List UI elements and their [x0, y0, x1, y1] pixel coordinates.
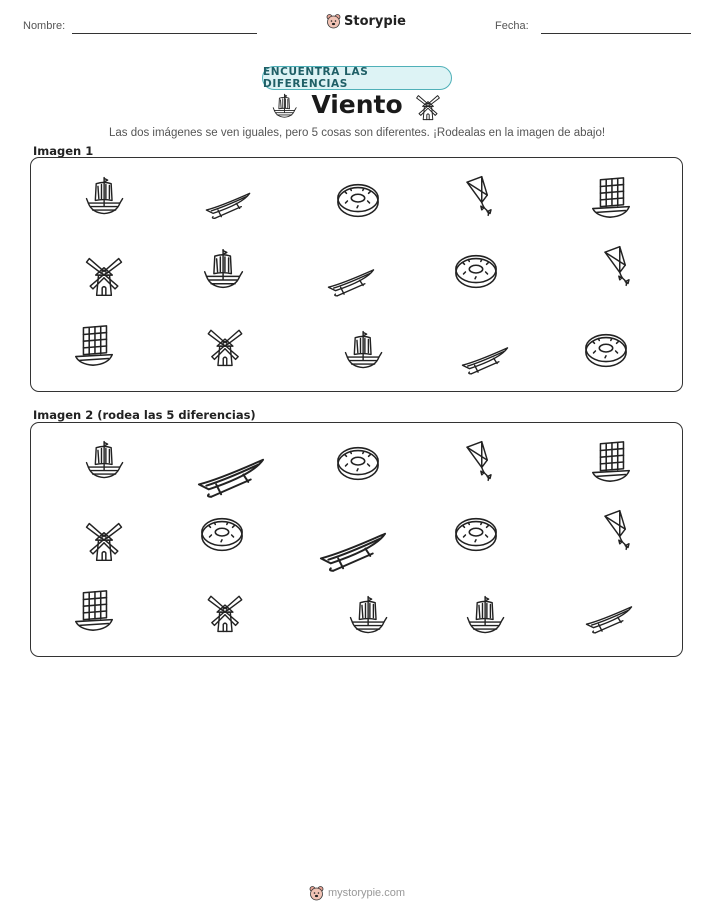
- windmill-icon: [413, 92, 443, 126]
- bear-icon: [326, 13, 341, 29]
- windmill-icon: [81, 253, 127, 299]
- ship-icon: [83, 174, 127, 218]
- ship-icon[interactable]: [83, 438, 127, 482]
- kite-icon[interactable]: [456, 438, 502, 484]
- kite-icon[interactable]: [594, 507, 640, 553]
- kite-icon: [594, 243, 640, 289]
- image2-label: Imagen 2 (rodea las 5 diferencias): [33, 408, 256, 422]
- sailboat-icon: [587, 174, 635, 222]
- image2-panel[interactable]: [30, 422, 683, 657]
- image1-panel: [30, 157, 683, 392]
- ship-icon[interactable]: [464, 593, 508, 637]
- windmill-icon[interactable]: [203, 591, 247, 635]
- date-label: Fecha:: [495, 20, 529, 32]
- canoe-icon[interactable]: [316, 514, 390, 588]
- name-line[interactable]: [72, 33, 257, 34]
- brand-logo: [326, 13, 406, 29]
- date-line[interactable]: [541, 33, 691, 34]
- canoe-icon: [459, 334, 511, 386]
- windmill-icon: [203, 325, 247, 369]
- bear-icon: [309, 885, 324, 901]
- instructions: Las dos imágenes se ven iguales, pero 5 cosas son diferentes. ¡Rodealas en la imagen de abajo!: [108, 127, 606, 139]
- footer-site: mystorypie.com: [327, 887, 406, 899]
- canoe-icon[interactable]: [583, 593, 635, 645]
- donut-icon: [582, 327, 630, 375]
- activity-badge: ENCUENTRA LAS DIFERENCIAS: [262, 66, 452, 90]
- donut-icon[interactable]: [334, 440, 382, 488]
- brand-name: Storypie: [344, 13, 406, 29]
- kite-icon: [456, 173, 502, 219]
- sailboat-icon: [70, 322, 118, 370]
- ship-icon[interactable]: [347, 593, 391, 637]
- canoe-icon: [203, 180, 253, 230]
- sailboat-icon[interactable]: [70, 587, 118, 635]
- page-title: Viento: [311, 90, 403, 119]
- donut-icon[interactable]: [452, 511, 500, 559]
- windmill-icon[interactable]: [81, 518, 127, 564]
- canoe-icon[interactable]: [194, 440, 268, 514]
- image1-label: Imagen 1: [33, 144, 94, 158]
- ship-icon: [342, 328, 386, 372]
- sailboat-icon[interactable]: [587, 438, 635, 486]
- name-label: Nombre:: [23, 20, 66, 32]
- canoe-icon: [325, 256, 377, 308]
- footer: [0, 885, 714, 901]
- donut-icon[interactable]: [198, 511, 246, 559]
- donut-icon: [334, 177, 382, 225]
- ship-icon: [201, 246, 247, 292]
- donut-icon: [452, 248, 500, 296]
